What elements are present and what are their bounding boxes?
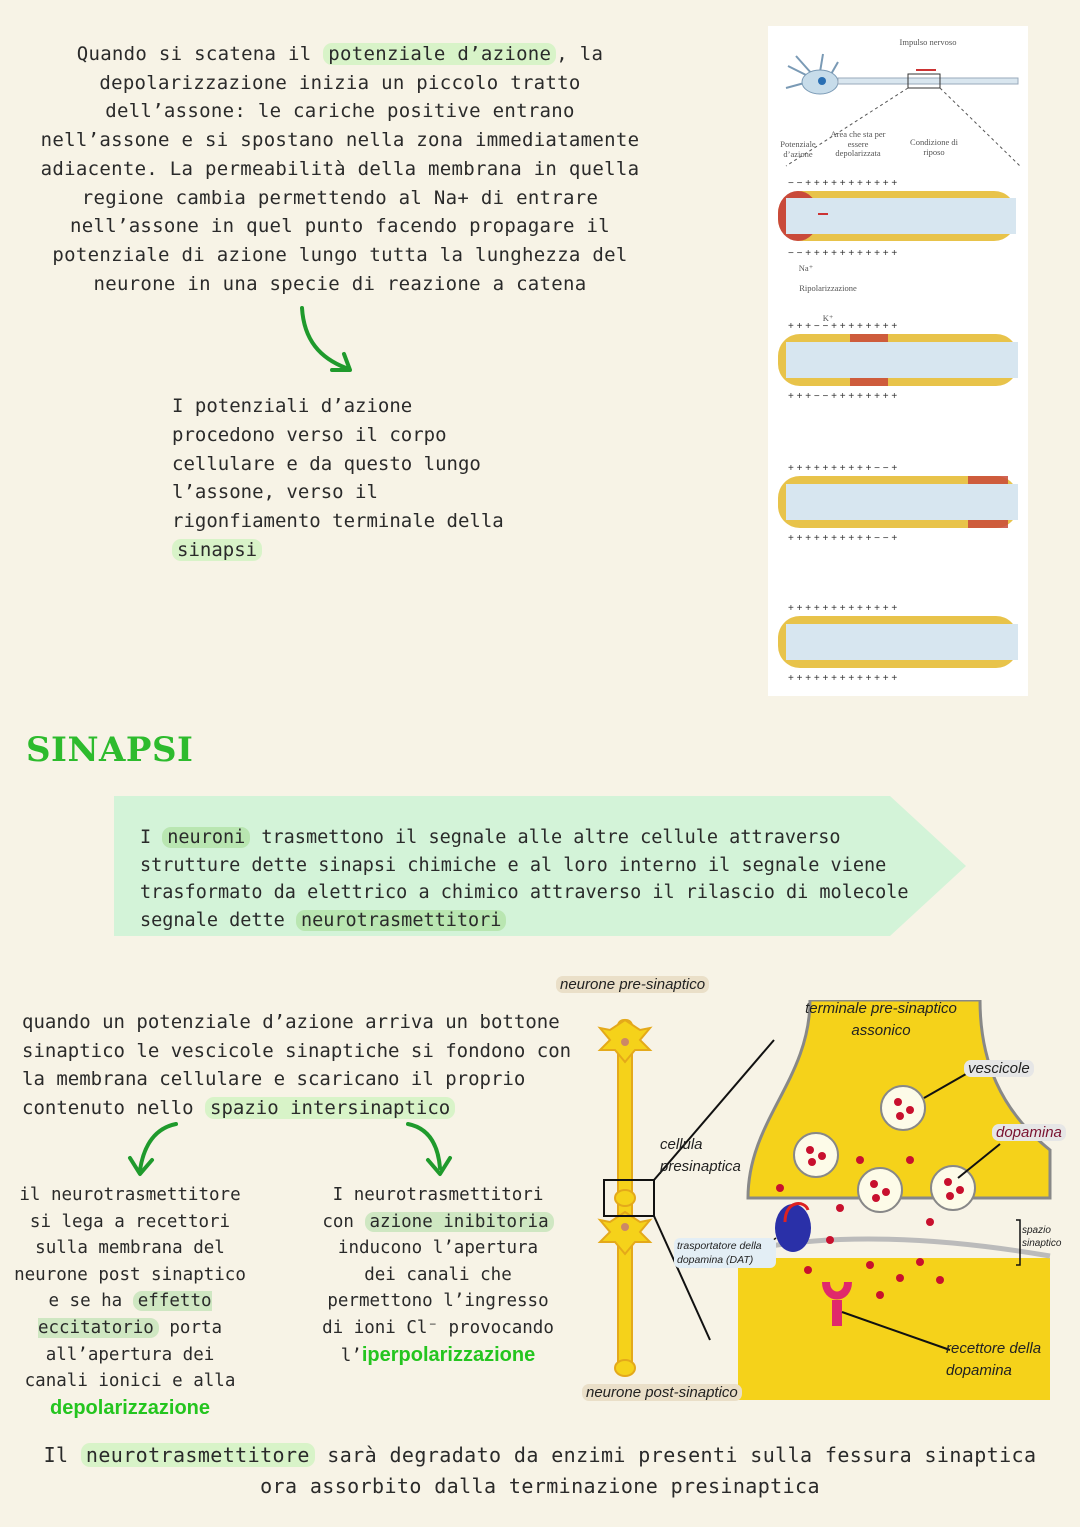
intro-text-1: Quando si scatena il xyxy=(76,43,324,65)
svg-text:+ + + + + + + + + + + + +: + + + + + + + + + + + + + xyxy=(788,603,898,614)
na-label: Na⁺ xyxy=(798,263,814,273)
final-prefix: Il xyxy=(43,1443,81,1467)
inhibitory-text-2: inducono l’apertura dei canali che permettono l’ingresso di ioni Cl⁻ provocando xyxy=(322,1238,554,1338)
left-arrow-icon xyxy=(120,1118,200,1182)
final-text: sarà degradato da enzimi presenti sulla fessura sinaptica ora assorbito dalla terminazione presinaptica xyxy=(260,1443,1037,1498)
axon-diagram xyxy=(768,26,1028,696)
synaptic-space-label: spazio sinaptico xyxy=(1022,1225,1062,1249)
svg-text:+ + + + + + + + + + + + +: + + + + + + + + + + + + + xyxy=(788,673,898,684)
propagation-paragraph xyxy=(172,392,512,565)
depolarization-word: depolarizzazione xyxy=(49,1396,211,1419)
section-heading: SINAPSI xyxy=(26,730,194,770)
vesicles-label: vescicole xyxy=(964,1060,1034,1077)
right-arrow-icon xyxy=(400,1118,470,1182)
pre-neuron-label: neurone pre-sinaptico xyxy=(556,976,709,993)
synapse-text: quando un potenziale d’azione arriva un bottone sinaptico le vescicole sinaptiche si fondono con la membrana cellulare e scaricano il proprio contenuto nello xyxy=(22,1011,572,1119)
dopamine-label: dopamina xyxy=(992,1124,1066,1141)
synapse-paragraph xyxy=(22,1008,582,1122)
banner-prefix: I xyxy=(140,827,163,848)
k-label: K⁺ xyxy=(822,313,834,323)
svg-text:− − + + + + + + + + + + +: − − + + + + + + + + + + + xyxy=(788,178,898,189)
final-paragraph xyxy=(40,1440,1040,1502)
transporter-label: trasportatore della dopamina (DAT) xyxy=(674,1238,776,1268)
svg-text:+ + + − − + + + + + + + +: + + + − − + + + + + + + + xyxy=(788,391,898,402)
propagation-highlight: sinapsi xyxy=(172,539,262,561)
intro-highlight: potenziale d’azione xyxy=(323,43,556,65)
intro-paragraph xyxy=(40,40,640,298)
banner-paragraph xyxy=(140,824,940,934)
axon-propagation-figure xyxy=(768,26,1028,696)
intro-text-2: , la depolarizzazione inizia un piccolo tratto dell’assone: le cariche positive entrano nell’assone e si spostano nella zona immediatamente adiacente. La permeabilità della membrana in quella regione cambia permettendo al Na+ di entrare nell’assone in quel punto facendo propagare il potenziale di azione lungo tutta la lunghezza del neurone in una specie di reazione a catena xyxy=(40,43,640,295)
banner-highlight-2: neurotrasmettitori xyxy=(296,910,506,931)
excitatory-text: il neurotrasmettitore si lega a recettori sulla membrana del neurone post sinaptico e se ha xyxy=(14,1185,246,1312)
post-neuron-label: neurone post-sinaptico xyxy=(582,1384,742,1401)
final-highlight: neurotrasmettitore xyxy=(81,1443,315,1467)
svg-text:+ + + + + + + + + + − − +: + + + + + + + + + + − − + xyxy=(788,463,898,474)
rest-condition-label: Condizione di riposo xyxy=(910,137,958,157)
action-potential-label: Potenziale d’azione xyxy=(780,139,816,159)
repolarization-label: Ripolarizzazione xyxy=(799,283,857,293)
curved-arrow-icon xyxy=(290,300,370,380)
propagation-text: I potenziali d’azione procedono verso il corpo cellulare e da questo lungo l’assone, verso il rigonfiamento terminale della xyxy=(172,395,504,533)
inhibitory-highlight: azione inibitoria xyxy=(365,1212,554,1232)
excitatory-paragraph xyxy=(10,1182,250,1422)
inhibitory-paragraph xyxy=(318,1182,558,1369)
hyperpolarization-word: iperpolarizzazione xyxy=(361,1343,536,1366)
presynaptic-cell-label: cellula presinaptica xyxy=(660,1136,741,1175)
excitatory-text-2: porta all’apertura dei canali ionici e alla xyxy=(24,1317,236,1392)
inhibitory-prefix: l’ xyxy=(340,1345,362,1366)
svg-text:+ + + − − + + + + + + + +: + + + − − + + + + + + + + xyxy=(788,321,898,332)
synapse-highlight: spazio intersinaptico xyxy=(205,1097,455,1119)
svg-text:+ + + + + + + + + + − − +: + + + + + + + + + + − − + xyxy=(788,533,898,544)
impulse-label: Impulso nervoso xyxy=(899,37,957,47)
receptor-label: recettore della dopamina xyxy=(946,1340,1042,1379)
inhibitory-text: I neurotrasmettitori con xyxy=(322,1185,544,1232)
terminal-label: terminale pre-sinaptico assonico xyxy=(805,1000,957,1039)
banner-highlight-1: neuroni xyxy=(162,827,250,848)
svg-text:− − + + + + + + + + + + +: − − + + + + + + + + + + + xyxy=(788,248,898,259)
banner-text: trasmettono il segnale alle altre cellule attraverso strutture dette sinapsi chimiche e al loro interno il segnale viene trasformato da elettrico a chimico attraverso il rilascio di molecole segnale dette xyxy=(140,827,909,931)
excitatory-highlight: effetto eccitatorio xyxy=(37,1291,212,1338)
depolarize-area-label: Area che sta per essere depolarizzata xyxy=(830,129,886,158)
